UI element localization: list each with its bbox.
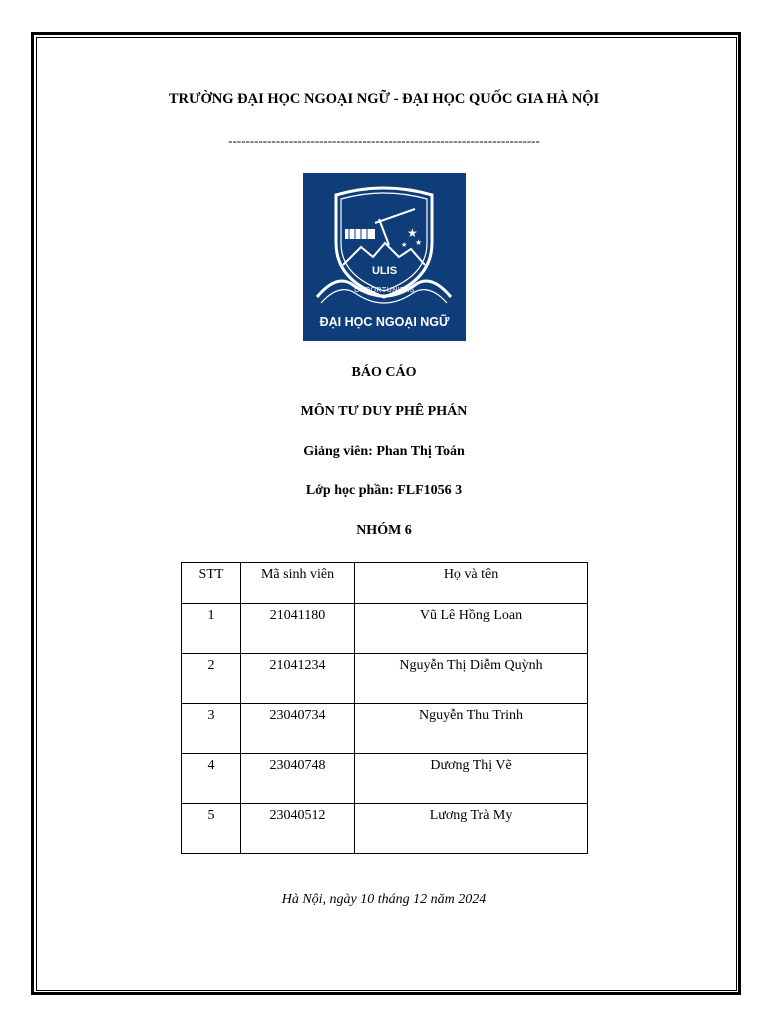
cell-full-name: Lương Trà My	[355, 804, 588, 854]
svg-text:★: ★	[407, 226, 418, 240]
cell-stt: 1	[182, 604, 241, 654]
member-table	[181, 562, 588, 854]
report-title: BÁO CÁO	[351, 365, 417, 380]
header-stt: STT	[182, 563, 241, 604]
cell-stt: 5	[182, 804, 241, 854]
university-logo	[303, 173, 466, 341]
table-row	[182, 804, 588, 854]
cell-stt: 4	[182, 754, 241, 804]
cell-full-name: Vũ Lê Hồng Loan	[355, 604, 588, 654]
table-row	[182, 704, 588, 754]
cell-full-name: Dương Thị Vẽ	[355, 754, 588, 804]
cell-student-id: 21041180	[241, 604, 355, 654]
table-row	[182, 654, 588, 704]
table-row	[182, 604, 588, 654]
cell-full-name: Nguyễn Thị Diễm Quỳnh	[355, 654, 588, 704]
cell-student-id: 23040512	[241, 804, 355, 854]
lecturer-line: Giảng viên: Phan Thị Toán	[303, 444, 465, 459]
cell-stt: 2	[182, 654, 241, 704]
table-row	[182, 754, 588, 804]
header-full-name: Họ và tên	[355, 563, 588, 604]
svg-text:★: ★	[415, 238, 423, 247]
date-line: Hà Nội, ngày 10 tháng 12 năm 2024	[281, 892, 487, 907]
group-line: NHÓM 6	[356, 523, 412, 538]
logo-motto: OPPORTUNITAS	[354, 287, 415, 294]
cell-student-id: 23040748	[241, 754, 355, 804]
cell-full-name: Nguyễn Thu Trinh	[355, 704, 588, 754]
table-header-row	[182, 563, 588, 604]
svg-text:★: ★	[401, 241, 408, 249]
divider-line: ------------------------------------------------------------------------	[228, 133, 540, 148]
logo-acronym: ULIS	[371, 265, 398, 277]
class-line: Lớp học phần: FLF1056 3	[305, 483, 463, 498]
cell-student-id: 23040734	[241, 704, 355, 754]
cell-stt: 3	[182, 704, 241, 754]
cell-student-id: 21041234	[241, 654, 355, 704]
university-title: TRƯỜNG ĐẠI HỌC NGOẠI NGỮ - ĐẠI HỌC QUỐC GIA HÀ NỘI	[168, 91, 600, 107]
report-subject: MÔN TƯ DUY PHÊ PHÁN	[300, 404, 468, 419]
logo-name: ĐẠI HỌC NGOẠI NGỮ	[319, 315, 450, 329]
header-student-id: Mã sinh viên	[241, 563, 355, 604]
